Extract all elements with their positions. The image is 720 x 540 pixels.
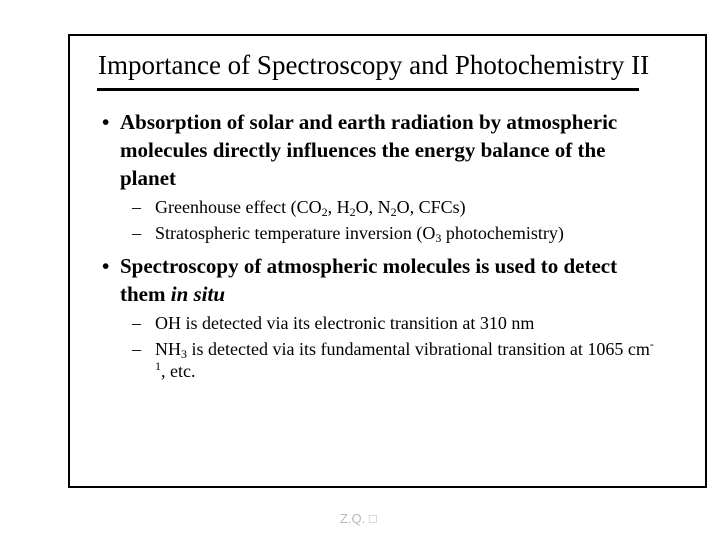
- dash-marker: –: [132, 223, 141, 243]
- bullet-marker: •: [102, 110, 110, 134]
- slide-title: Importance of Spectroscopy and Photochemistry II: [98, 50, 650, 80]
- bullet-1: [100, 108, 660, 192]
- slide-content: [100, 108, 660, 390]
- sub-item-greenhouse: [100, 196, 660, 218]
- slide-frame: [68, 34, 707, 488]
- dash-marker: –: [132, 339, 141, 359]
- bullet-1-text: Absorption of solar and earth radiation by atmospheric molecules directly influences the energy balance of the planet: [120, 110, 618, 190]
- title-divider: [97, 88, 639, 91]
- sub-item-nh3-detection: [100, 338, 660, 382]
- bullet-2-sublist: [100, 312, 660, 382]
- dash-marker: –: [132, 197, 141, 217]
- footer-author: Z.Q. □: [340, 511, 377, 526]
- sub-item-oh-detection: [100, 312, 660, 334]
- bullet-1-sublist: [100, 196, 660, 244]
- bullet-2-text: Spectroscopy of atmospheric molecules is used to detect them in situ: [120, 254, 618, 306]
- dash-marker: –: [132, 313, 141, 333]
- bullet-2: [100, 252, 660, 308]
- bullet-marker: •: [102, 254, 110, 278]
- sub-item-nh3-detection-text: $NH_3$ is detected via its fundamental vibrational transition at 1065 $cm^{-1}$, etc.: [155, 337, 654, 381]
- in-situ-italic: in situ: [170, 282, 226, 306]
- sub-item-stratospheric: [100, 222, 660, 244]
- sub-item-greenhouse-text: Greenhouse effect ($CO_2$, $H_2O$, $N_2O$, CFCs): [155, 197, 466, 219]
- sub-item-oh-detection-text: OH is detected via its electronic transition at 310 nm: [155, 313, 535, 333]
- sub-item-stratospheric-text: Stratospheric temperature inversion ($O_3$ photochemistry): [155, 223, 564, 245]
